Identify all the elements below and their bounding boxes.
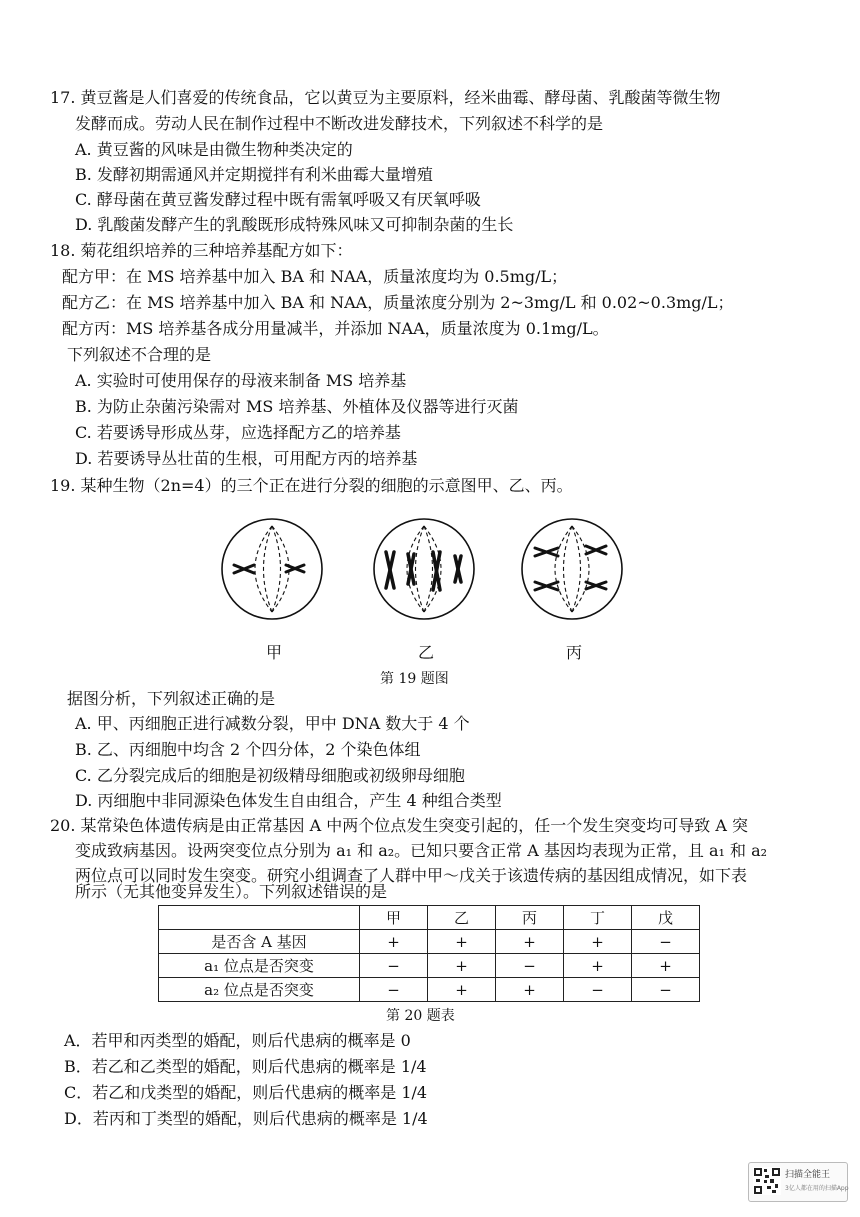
table-cell: +: [496, 930, 564, 954]
q18-option-b: B. 为防止杂菌污染需对 MS 培养基、外植体及仪器等进行灭菌: [75, 397, 519, 416]
q17-stem-line1: 17. 黄豆酱是人们喜爱的传统食品，它以黄豆为主要原料，经米曲霉、酵母菌、乳酸菌等微生物: [50, 88, 721, 107]
cell-yi-chromosomes: [386, 552, 461, 590]
q18-formula-yi: 配方乙：在 MS 培养基中加入 BA 和 NAA，质量浓度分别为 2~3mg/L 和 0.02~0.3mg/L；: [62, 293, 734, 312]
table-header-cell: 丙: [496, 906, 564, 930]
q19-figure-caption: 第 19 题图: [380, 671, 449, 687]
q18-formula-jia: 配方甲：在 MS 培养基中加入 BA 和 NAA，质量浓度均为 0.5mg/L；: [62, 267, 568, 286]
scanner-watermark: [748, 1162, 848, 1202]
q20-stem-line2: 变成致病基因。设两突变位点分别为 a₁ 和 a₂。已知只要含正常 A 基因均表现为正常，且 a₁ 和 a₂: [75, 841, 768, 860]
q20-stem-line3: 两位点可以同时发生突变。研究小组调查了人群中甲～戊关于该遗传病的基因组成情况，如下表: [75, 866, 748, 885]
table-header-cell: 甲: [360, 906, 428, 930]
q19-option-d: D. 丙细胞中非同源染色体发生自由组合，产生 4 种组合类型: [75, 791, 502, 810]
table-row: [159, 954, 700, 978]
q18-option-a: A. 实验时可使用保存的母液来制备 MS 培养基: [75, 371, 407, 390]
q17-option-a: A. 黄豆酱的风味是由微生物种类决定的: [75, 140, 353, 159]
q17-stem-line2: 发酵而成。劳动人民在制作过程中不断改进发酵技术，下列叙述不科学的是: [75, 114, 604, 133]
table-row: [159, 978, 700, 1002]
table-header-cell: 丁: [564, 906, 632, 930]
q18-option-c: C. 若要诱导形成丛芽，应选择配方乙的培养基: [75, 423, 401, 442]
q18-option-d: D. 若要诱导丛壮苗的生根，可用配方丙的培养基: [75, 449, 418, 468]
table-cell: a₁ 位点是否突变: [159, 954, 360, 978]
cell-bing-membrane: [522, 519, 622, 619]
table-cell: +: [428, 954, 496, 978]
table-cell: 是否含 A 基因: [159, 930, 360, 954]
table-cell: −: [360, 978, 428, 1002]
q19-option-c: C. 乙分裂完成后的细胞是初级精母细胞或初级卵母细胞: [75, 766, 465, 785]
table-cell: +: [564, 954, 632, 978]
q17-option-d: D. 乳酸菌发酵产生的乳酸既形成特殊风味又可抑制杂菌的生长: [75, 215, 514, 234]
q17-option-b: B. 发酵初期需通风并定期搅拌有利米曲霉大量增殖: [75, 165, 433, 184]
q20-table-caption: 第 20 题表: [386, 1008, 455, 1024]
table-cell: −: [632, 930, 700, 954]
cell-jia-chromosomes: [234, 565, 304, 573]
cell-jia-membrane: [222, 519, 322, 619]
q20-option-b: B．若乙和乙类型的婚配，则后代患病的概率是 1/4: [64, 1057, 427, 1076]
table-cell: +: [564, 930, 632, 954]
table-cell: +: [496, 978, 564, 1002]
table-cell: +: [360, 930, 428, 954]
cell-label-bing: 丙: [566, 643, 583, 662]
q18-stem: 18. 菊花组织培养的三种培养基配方如下：: [50, 241, 353, 260]
q20-stem-line1: 20. 某常染色体遗传病是由正常基因 A 中两个位点发生突变引起的，任一个发生突变均可导致 A 突: [50, 816, 748, 835]
table-cell: +: [428, 930, 496, 954]
scanner-brand: 扫描全能王: [785, 1170, 831, 1180]
table-cell: +: [428, 978, 496, 1002]
cell-label-jia: 甲: [266, 643, 283, 662]
q19-prompt: 据图分析，下列叙述正确的是: [67, 689, 276, 708]
cell-division-figure: [210, 512, 650, 662]
q20-option-c: C．若乙和戊类型的婚配，则后代患病的概率是 1/4: [64, 1083, 428, 1102]
q19-stem: 19. 某种生物（2n=4）的三个正在进行分裂的细胞的示意图甲、乙、丙。: [50, 476, 573, 495]
table-cell: −: [360, 954, 428, 978]
cell-label-yi: 乙: [418, 643, 435, 662]
table-cell: −: [632, 978, 700, 1002]
genotype-table: [158, 905, 700, 1002]
q17-option-c: C. 酵母菌在黄豆酱发酵过程中既有需氧呼吸又有厌氧呼吸: [75, 190, 481, 209]
scanner-tagline: 3亿人都在用的扫描App: [785, 1185, 849, 1192]
table-row: [159, 930, 700, 954]
table-header-cell: 乙: [428, 906, 496, 930]
q20-option-a: A．若甲和丙类型的婚配，则后代患病的概率是 0: [64, 1031, 411, 1050]
qr-code-icon: [753, 1167, 781, 1195]
table-cell: −: [496, 954, 564, 978]
table-cell: +: [632, 954, 700, 978]
q20-stem-line4: 所示（无其他变异发生）。下列叙述错误的是: [75, 882, 388, 901]
q18-prompt: 下列叙述不合理的是: [67, 345, 212, 364]
q19-option-a: A. 甲、丙细胞正进行减数分裂，甲中 DNA 数大于 4 个: [75, 714, 470, 733]
q18-formula-bing: 配方丙：MS 培养基各成分用量减半，并添加 NAA，质量浓度为 0.1mg/L。: [62, 319, 609, 338]
q19-option-b: B. 乙、丙细胞中均含 2 个四分体，2 个染色体组: [75, 740, 421, 759]
table-cell: −: [564, 978, 632, 1002]
cell-bing-chromosomes: [535, 546, 606, 590]
q20-option-d: D．若丙和丁类型的婚配，则后代患病的概率是 1/4: [64, 1109, 428, 1128]
table-cell: a₂ 位点是否突变: [159, 978, 360, 1002]
table-header-row: [159, 906, 700, 930]
table-header-cell: [159, 906, 360, 930]
table-header-cell: 戊: [632, 906, 700, 930]
